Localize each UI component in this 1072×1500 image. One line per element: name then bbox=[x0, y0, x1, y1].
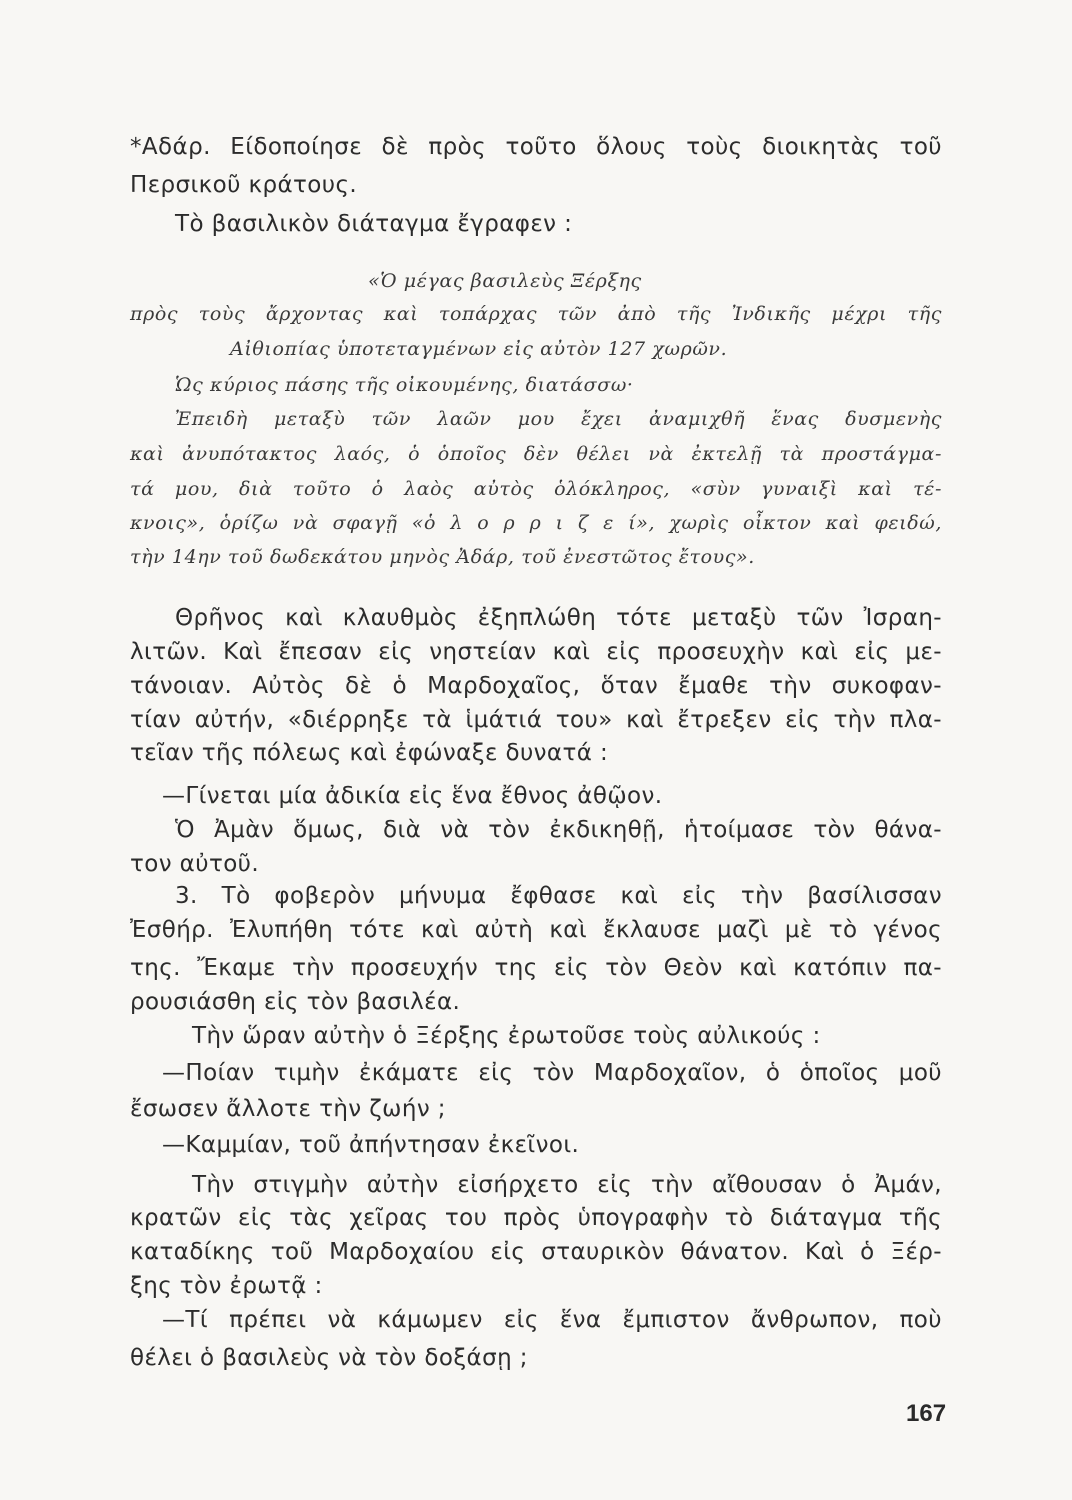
decree-line: κνοις», ὁρίζω νὰ σφαγῇ «ὁ λ ο ρ ρ ι ζ ε ί», χωρὶς οἶκτον καὶ φειδώ, bbox=[130, 512, 942, 534]
text-line: τάνοιαν. Αὐτὸς δὲ ὁ Μαρδοχαῖος, ὅταν ἔμαθε τὴν συκοφαν- bbox=[130, 673, 942, 699]
dialogue-line: —Ποίαν τιμὴν ἐκάματε εἰς τὸν Μαρδοχαῖον, ὁ ὁποῖος μοῦ bbox=[162, 1060, 942, 1086]
text-line: της. Ἔκαμε τὴν προσευχήν της εἰς τὸν Θεὸν καὶ κατόπιν πα- bbox=[130, 955, 942, 981]
decree-line: Ὡς κύριος πάσης τῆς οἰκουμένης, διατάσσω· bbox=[175, 374, 634, 396]
text-line: Τὸ βασιλικὸν διάταγμα ἔγραφεν : bbox=[175, 211, 573, 237]
text-line: τον αὐτοῦ. bbox=[130, 851, 260, 877]
text-line: Τὴν ὥραν αὐτὴν ὁ Ξέρξης ἐρωτοῦσε τοὺς αὐλικούς : bbox=[192, 1023, 821, 1049]
text-line: ρουσιάσθη εἰς τὸν βασιλέα. bbox=[130, 989, 461, 1015]
text-line: ξης τὸν ἐρωτᾷ : bbox=[130, 1273, 323, 1299]
text-line: 3. Τὸ φοβερὸν μήνυμα ἔφθασε καὶ εἰς τὴν βασίλισσαν bbox=[175, 883, 942, 909]
decree-line: τὴν 14ην τοῦ δωδεκάτου μηνὸς Ἀδάρ, τοῦ ἐνεστῶτος ἔτους». bbox=[130, 546, 755, 568]
text-line: *Αδάρ. Είδοποίησε δὲ πρὸς τοῦτο ὅλους τοὺς διοικητὰς τοῦ bbox=[130, 134, 942, 160]
text-line: λιτῶν. Καὶ ἔπεσαν εἰς νηστείαν καὶ εἰς προσευχὴν καὶ εἰς με- bbox=[130, 639, 942, 665]
dialogue-line: —Τί πρέπει νὰ κάμωμεν εἰς ἕνα ἔμπιστον ἄνθρωπον, ποὺ bbox=[162, 1307, 942, 1333]
text-line: Περσικοῦ κράτους. bbox=[130, 172, 358, 198]
decree-line: πρὸς τοὺς ἄρχοντας καὶ τοπάρχας τῶν ἀπὸ τῆς Ἰνδικῆς μέχρι τῆς bbox=[130, 303, 942, 325]
text-line: τίαν αὐτήν, «διέρρηξε τὰ ἱμάτιά του» καὶ ἔτρεξεν εἰς τὴν πλα- bbox=[130, 707, 942, 733]
text-line: τεῖαν τῆς πόλεως καὶ ἐφώναξε δυνατά : bbox=[130, 740, 609, 766]
text-line: κρατῶν εἰς τὰς χεῖρας του πρὸς ὑπογραφὴν τὸ διάταγμα τῆς bbox=[130, 1205, 942, 1231]
page-number: 167 bbox=[906, 1400, 947, 1427]
decree-line: «Ὁ μέγας βασιλεὺς Ξέρξης bbox=[368, 270, 642, 292]
text-line: Ἐσθήρ. Ἐλυπήθη τότε καὶ αὐτὴ καὶ ἔκλαυσε μαζὶ μὲ τὸ γένος bbox=[130, 917, 942, 943]
dialogue-line: —Καμμίαν, τοῦ ἀπήντησαν ἐκεῖνοι. bbox=[162, 1132, 580, 1158]
decree-line: Αἰθιοπίας ὑποτεταγμένων εἰς αὐτὸν 127 χωρῶν. bbox=[230, 338, 728, 360]
text-line: ἔσωσεν ἄλλοτε τὴν ζωήν ; bbox=[130, 1096, 446, 1122]
text-line: καταδίκης τοῦ Μαρδοχαίου εἰς σταυρικὸν θάνατον. Καὶ ὁ Ξέρ- bbox=[130, 1239, 942, 1265]
text-line: Ὁ Ἀμὰν ὅμως, διὰ νὰ τὸν ἐκδικηθῇ, ἡτοίμασε τὸν θάνα- bbox=[175, 817, 942, 843]
decree-line: Ἐπειδὴ μεταξὺ τῶν λαῶν μου ἔχει ἀναμιχθῆ ἕνας δυσμενὴς bbox=[175, 408, 942, 430]
text-line: Τὴν στιγμὴν αὐτὴν εἰσήρχετο εἰς τὴν αἴθουσαν ὁ Ἀμάν, bbox=[192, 1172, 942, 1198]
text-line: Θρῆνος καὶ κλαυθμὸς ἐξηπλώθη τότε μεταξὺ τῶν Ἰσραη- bbox=[175, 605, 942, 631]
decree-line: τά μου, διὰ τοῦτο ὁ λαὸς αὐτὸς ὁλόκληρος, «σὺν γυναιξὶ καὶ τέ- bbox=[130, 478, 942, 500]
text-line: θέλει ὁ βασιλεὺς νὰ τὸν δοξάσῃ ; bbox=[130, 1345, 528, 1371]
decree-line: καὶ ἀνυπότακτος λαός, ὁ ὁποῖος δὲν θέλει νὰ ἐκτελῇ τὰ προστάγμα- bbox=[130, 443, 942, 465]
dialogue-line: —Γίνεται μία ἀδικία εἰς ἕνα ἔθνος ἀθῷον. bbox=[162, 783, 663, 809]
